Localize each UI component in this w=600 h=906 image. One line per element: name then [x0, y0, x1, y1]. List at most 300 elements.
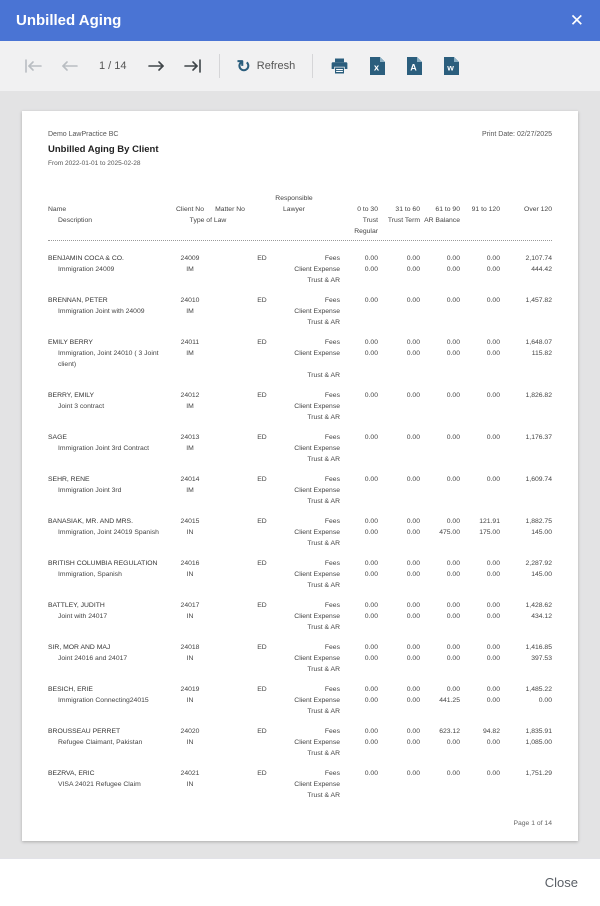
fees-line: [48, 684, 552, 695]
trust-line: [48, 538, 552, 549]
expense-value: 115.82: [531, 350, 552, 357]
trust-line: [48, 412, 552, 423]
fees-value: 121.91: [479, 518, 500, 525]
fees-value: 0.00: [364, 644, 378, 651]
client-description: Immigration 24009: [58, 266, 115, 273]
refresh-button[interactable]: [235, 56, 298, 77]
trust-line: [48, 706, 552, 717]
fees-value: 0.00: [446, 770, 460, 777]
client-no: 24015: [180, 518, 200, 525]
report-toolbar: [0, 41, 600, 91]
expense-value: 0.00: [486, 266, 500, 273]
trust-ar-label: Trust & AR: [307, 666, 340, 673]
fees-value: 0.00: [446, 339, 460, 346]
expense-value: 0.00: [406, 655, 420, 662]
svg-text:x: x: [374, 62, 380, 74]
fees-label: Fees: [324, 518, 340, 525]
excel-export-icon: [368, 57, 386, 75]
prev-page-button[interactable]: [59, 57, 80, 75]
report-table-body: [48, 253, 552, 810]
fees-value: 2,107.74: [525, 255, 552, 262]
col-matter-no: Matter No: [215, 206, 245, 213]
client-block: [48, 474, 552, 507]
client-description: Immigration Connecting24015: [58, 697, 149, 704]
svg-text:A: A: [410, 62, 418, 73]
word-export-icon: [442, 57, 460, 75]
client-expense-label: Client Expense: [294, 655, 340, 662]
type-of-law: IN: [186, 781, 194, 788]
close-button[interactable]: Close: [544, 875, 578, 890]
fees-value: 0.00: [446, 434, 460, 441]
fees-value: 0.00: [406, 434, 420, 441]
fees-label: Fees: [324, 297, 340, 304]
lawyer-code: ED: [257, 644, 267, 651]
toolbar-divider: [312, 54, 313, 78]
type-of-law: IM: [186, 487, 194, 494]
trust-ar-label: Trust & AR: [307, 750, 340, 757]
col-client-no: Client No: [176, 206, 204, 213]
client-no: 24010: [180, 297, 200, 304]
expense-value: 0.00: [406, 613, 420, 620]
trust-line: [48, 317, 552, 328]
fees-value: 0.00: [446, 560, 460, 567]
client-block: [48, 768, 552, 801]
trust-ar-label: Trust & AR: [307, 582, 340, 589]
fees-value: 0.00: [446, 686, 460, 693]
fees-value: 0.00: [446, 602, 460, 609]
fees-value: 0.00: [446, 255, 460, 262]
fees-value: 0.00: [406, 560, 420, 567]
report-date-range: From 2022-01-01 to 2025-02-28: [48, 160, 141, 167]
fees-label: Fees: [324, 560, 340, 567]
fees-value: 0.00: [406, 297, 420, 304]
client-expense-label: Client Expense: [294, 266, 340, 273]
client-no: 24018: [180, 644, 200, 651]
client-description: Immigration Joint with 24009: [58, 308, 145, 315]
fees-value: 0.00: [406, 392, 420, 399]
expense-value: 0.00: [364, 571, 378, 578]
lawyer-code: ED: [257, 392, 267, 399]
client-expense-label: Client Expense: [294, 613, 340, 620]
col-trust-regular: Trust Regular: [354, 217, 378, 235]
expense-value: 0.00: [446, 266, 460, 273]
fees-value: 0.00: [406, 602, 420, 609]
client-expense-label: Client Expense: [294, 308, 340, 315]
expense-line: [48, 737, 552, 748]
fees-value: 0.00: [486, 770, 500, 777]
client-no: 24019: [180, 686, 200, 693]
expense-value: 397.53: [531, 655, 552, 662]
client-name: BENJAMIN COCA & CO.: [48, 255, 124, 262]
client-expense-label: Client Expense: [294, 403, 340, 410]
trust-line: [48, 580, 552, 591]
modal-header: [0, 0, 600, 41]
lawyer-code: ED: [257, 602, 267, 609]
expense-line: [48, 443, 552, 454]
fees-value: 0.00: [446, 644, 460, 651]
trust-line: [48, 790, 552, 801]
client-no: 24012: [180, 392, 200, 399]
lawyer-code: ED: [257, 770, 267, 777]
expense-value: 145.00: [531, 571, 552, 578]
client-description: Joint 3 contract: [58, 403, 105, 410]
expense-value: 0.00: [406, 697, 420, 704]
fees-value: 0.00: [364, 518, 378, 525]
col-aging-0-30: 0 to 30: [357, 206, 378, 213]
type-of-law: IN: [186, 571, 194, 578]
trust-ar-label: Trust & AR: [307, 498, 340, 505]
fees-value: 0.00: [406, 339, 420, 346]
fees-value: 0.00: [364, 602, 378, 609]
fees-value: 0.00: [446, 518, 460, 525]
fees-label: Fees: [324, 392, 340, 399]
expense-value: 0.00: [406, 266, 420, 273]
client-block: [48, 558, 552, 591]
expense-value: 0.00: [364, 655, 378, 662]
lawyer-code: ED: [257, 560, 267, 567]
type-of-law: IN: [186, 739, 194, 746]
client-description: Immigration Joint 3rd: [58, 487, 122, 494]
client-description: Joint with 24017: [58, 613, 108, 620]
expense-value: 0.00: [486, 613, 500, 620]
client-block: [48, 337, 552, 381]
table-header: [48, 193, 552, 237]
fees-value: 2,287.92: [525, 560, 552, 567]
trust-line: [48, 370, 552, 381]
fees-value: 0.00: [486, 255, 500, 262]
expense-value: 0.00: [364, 739, 378, 746]
print-button[interactable]: [328, 55, 351, 77]
report-title: Unbilled Aging By Client: [48, 144, 159, 155]
fees-label: Fees: [324, 434, 340, 441]
fees-value: 0.00: [406, 770, 420, 777]
client-name: SAGE: [48, 434, 67, 441]
refresh-label: Refresh: [256, 60, 296, 72]
expense-value: 0.00: [446, 655, 460, 662]
fees-value: 0.00: [364, 297, 378, 304]
expense-line: [48, 695, 552, 706]
client-name: BROUSSEAU PERRET: [48, 728, 121, 735]
expense-value: 475.00: [439, 529, 460, 536]
expense-value: 0.00: [538, 697, 552, 704]
client-block: [48, 684, 552, 717]
expense-line: [48, 348, 552, 370]
client-block: [48, 390, 552, 423]
expense-value: 0.00: [486, 350, 500, 357]
fees-value: 0.00: [364, 560, 378, 567]
col-aging-61-90: 61 to 90: [435, 206, 460, 213]
lawyer-code: ED: [257, 255, 267, 262]
previous-page-icon: [61, 59, 78, 73]
report-preview-area[interactable]: [0, 91, 600, 858]
fees-value: 1,457.82: [525, 297, 552, 304]
trust-ar-label: Trust & AR: [307, 456, 340, 463]
expense-value: 0.00: [406, 350, 420, 357]
client-block: [48, 295, 552, 328]
fees-value: 0.00: [446, 392, 460, 399]
fees-value: 1,176.37: [525, 434, 552, 441]
type-of-law: IM: [186, 266, 194, 273]
trust-ar-label: Trust & AR: [307, 792, 340, 799]
col-aging-91-120: 91 to 120: [471, 206, 500, 213]
col-description: Description: [58, 217, 92, 224]
client-name: BRENNAN, PETER: [48, 297, 108, 304]
lawyer-code: ED: [257, 339, 267, 346]
trust-line: [48, 496, 552, 507]
trust-line: [48, 454, 552, 465]
client-block: [48, 726, 552, 759]
fees-label: Fees: [324, 602, 340, 609]
client-name: BEZRVA, ERIC: [48, 770, 95, 777]
fees-value: 0.00: [406, 255, 420, 262]
expense-value: 0.00: [446, 613, 460, 620]
fees-value: 0.00: [364, 770, 378, 777]
fees-label: Fees: [324, 476, 340, 483]
lawyer-code: ED: [257, 518, 267, 525]
fees-value: 1,751.29: [525, 770, 552, 777]
client-description: Immigration, Joint 24010 ( 3 Joint client): [58, 350, 159, 368]
fees-line: [48, 474, 552, 485]
client-expense-label: Client Expense: [294, 487, 340, 494]
client-block: [48, 600, 552, 633]
fees-value: 0.00: [486, 644, 500, 651]
expense-line: [48, 306, 552, 317]
fees-line: [48, 726, 552, 737]
type-of-law: IN: [186, 529, 194, 536]
expense-line: [48, 569, 552, 580]
lawyer-code: ED: [257, 686, 267, 693]
fees-value: 0.00: [364, 728, 378, 735]
first-page-button[interactable]: [22, 57, 44, 75]
close-icon[interactable]: ✕: [569, 11, 584, 30]
last-page-button[interactable]: [182, 57, 204, 75]
expense-value: 444.42: [531, 266, 552, 273]
trust-line: [48, 664, 552, 675]
fees-value: 94.82: [482, 728, 500, 735]
client-name: SIR, MOR AND MAJ: [48, 644, 111, 651]
expense-line: [48, 653, 552, 664]
fees-value: 0.00: [486, 560, 500, 567]
fees-value: 0.00: [406, 644, 420, 651]
pdf-export-icon: [405, 57, 423, 75]
expense-line: [48, 527, 552, 538]
fees-value: 0.00: [486, 434, 500, 441]
fees-label: Fees: [324, 686, 340, 693]
fees-value: 0.00: [486, 297, 500, 304]
expense-value: 175.00: [479, 529, 500, 536]
expense-value: 0.00: [364, 529, 378, 536]
client-no: 24020: [180, 728, 200, 735]
fees-value: 1,835.91: [525, 728, 552, 735]
fees-value: 1,648.07: [525, 339, 552, 346]
client-name: EMILY BERRY: [48, 339, 93, 346]
type-of-law: IN: [186, 613, 194, 620]
fees-line: [48, 253, 552, 264]
expense-value: 0.00: [364, 266, 378, 273]
expense-value: 441.25: [439, 697, 460, 704]
fees-value: 1,609.74: [525, 476, 552, 483]
fees-label: Fees: [324, 255, 340, 262]
client-block: [48, 253, 552, 286]
type-of-law: IN: [186, 697, 194, 704]
fees-value: 1,416.85: [525, 644, 552, 651]
trust-line: [48, 748, 552, 759]
expense-value: 145.00: [531, 529, 552, 536]
fees-label: Fees: [324, 728, 340, 735]
export-word-button[interactable]: [440, 55, 462, 77]
trust-line: [48, 622, 552, 633]
fees-line: [48, 516, 552, 527]
fees-line: [48, 337, 552, 348]
expense-value: 0.00: [406, 739, 420, 746]
client-expense-label: Client Expense: [294, 781, 340, 788]
col-trust-term: Trust Term: [387, 217, 420, 224]
client-expense-label: Client Expense: [294, 571, 340, 578]
printer-icon: [330, 57, 349, 75]
fees-value: 0.00: [486, 339, 500, 346]
fees-value: 0.00: [364, 476, 378, 483]
client-no: 24021: [180, 770, 200, 777]
type-of-law: IM: [186, 308, 194, 315]
client-description: Joint 24016 and 24017: [58, 655, 128, 662]
client-block: [48, 516, 552, 549]
trust-ar-label: Trust & AR: [307, 708, 340, 715]
fees-value: 0.00: [486, 686, 500, 693]
svg-text:w: w: [447, 62, 455, 73]
client-no: 24013: [180, 434, 200, 441]
expense-line: [48, 401, 552, 412]
client-block: [48, 642, 552, 675]
expense-value: 0.00: [364, 613, 378, 620]
type-of-law: IM: [186, 403, 194, 410]
last-page-icon: [184, 59, 202, 73]
fees-value: 1,428.62: [525, 602, 552, 609]
client-description: Immigration, Joint 24019 Spanish: [58, 529, 159, 536]
fees-label: Fees: [324, 644, 340, 651]
fees-value: 623.12: [439, 728, 460, 735]
trust-ar-label: Trust & AR: [307, 277, 340, 284]
client-expense-label: Client Expense: [294, 697, 340, 704]
expense-value: 0.00: [446, 739, 460, 746]
col-aging-31-60: 31 to 60: [395, 206, 420, 213]
trust-ar-label: Trust & AR: [307, 414, 340, 421]
fees-value: 0.00: [446, 476, 460, 483]
col-name: Name: [48, 206, 67, 213]
fees-line: [48, 600, 552, 611]
expense-value: 0.00: [364, 350, 378, 357]
fees-value: 1,882.75: [525, 518, 552, 525]
expense-value: 1,085.00: [525, 739, 552, 746]
client-name: BATTLEY, JUDITH: [48, 602, 105, 609]
fees-value: 0.00: [406, 518, 420, 525]
expense-value: 0.00: [446, 350, 460, 357]
trust-ar-label: Trust & AR: [307, 624, 340, 631]
export-pdf-button[interactable]: [403, 55, 425, 77]
client-name: BERRY, EMILY: [48, 392, 95, 399]
expense-value: 0.00: [406, 571, 420, 578]
modal-footer: [0, 858, 600, 906]
fees-line: [48, 432, 552, 443]
fees-value: 0.00: [446, 297, 460, 304]
client-expense-label: Client Expense: [294, 529, 340, 536]
client-no: 24016: [180, 560, 200, 567]
expense-value: 0.00: [364, 697, 378, 704]
trust-line: [48, 275, 552, 286]
print-date: Print Date: 02/27/2025: [481, 131, 552, 138]
expense-value: 0.00: [486, 739, 500, 746]
expense-value: 0.00: [486, 571, 500, 578]
fees-value: 0.00: [406, 686, 420, 693]
fees-line: [48, 642, 552, 653]
client-name: BESICH, ERIE: [48, 686, 93, 693]
header-divider: [48, 240, 552, 241]
fees-value: 0.00: [486, 602, 500, 609]
client-no: 24009: [180, 255, 200, 262]
fees-value: 0.00: [364, 392, 378, 399]
fees-value: 0.00: [364, 255, 378, 262]
client-no: 24014: [180, 476, 200, 483]
fees-value: 0.00: [486, 392, 500, 399]
page-indicator: 1 / 14: [99, 60, 127, 72]
trust-ar-label: Trust & AR: [307, 372, 340, 379]
client-block: [48, 432, 552, 465]
trust-ar-label: Trust & AR: [307, 319, 340, 326]
client-description: Refugee Claimant, Pakistan: [58, 739, 143, 746]
client-no: 24011: [180, 339, 200, 346]
fees-line: [48, 390, 552, 401]
fees-line: [48, 558, 552, 569]
expense-line: [48, 485, 552, 496]
lawyer-code: ED: [257, 728, 267, 735]
next-page-button[interactable]: [146, 57, 167, 75]
client-name: BANASIAK, MR. AND MRS.: [48, 518, 133, 525]
client-description: Immigration Joint 3rd Contract: [58, 445, 150, 452]
col-lawyer: Lawyer: [283, 206, 305, 213]
expense-value: 0.00: [446, 571, 460, 578]
client-description: VISA 24021 Refugee Claim: [58, 781, 141, 788]
client-description: Immigration, Spanish: [58, 571, 122, 578]
expense-line: [48, 779, 552, 790]
report-page-footer: Page 1 of 14: [513, 820, 552, 827]
first-page-icon: [24, 59, 42, 73]
expense-value: 434.12: [531, 613, 552, 620]
lawyer-code: ED: [257, 476, 267, 483]
expense-line: [48, 264, 552, 275]
fees-value: 0.00: [406, 728, 420, 735]
fees-value: 1,485.22: [525, 686, 552, 693]
fees-value: 0.00: [364, 339, 378, 346]
report-page: [22, 111, 578, 841]
fees-value: 0.00: [406, 476, 420, 483]
trust-ar-label: Trust & AR: [307, 540, 340, 547]
col-ar-balance: AR Balance: [424, 217, 460, 224]
client-no: 24017: [180, 602, 200, 609]
col-responsible: Responsible: [275, 195, 313, 202]
expense-value: 0.00: [406, 529, 420, 536]
toolbar-divider: [219, 54, 220, 78]
refresh-icon: ↻: [236, 56, 251, 76]
fees-label: Fees: [324, 339, 340, 346]
export-excel-button[interactable]: [366, 55, 388, 77]
col-aging-over-120: Over 120: [524, 206, 552, 213]
expense-value: 0.00: [486, 697, 500, 704]
fees-value: 0.00: [364, 686, 378, 693]
client-expense-label: Client Expense: [294, 445, 340, 452]
client-expense-label: Client Expense: [294, 350, 340, 357]
lawyer-code: ED: [257, 297, 267, 304]
modal-title: Unbilled Aging: [16, 12, 122, 29]
firm-name: Demo LawPractice BC: [48, 131, 119, 138]
